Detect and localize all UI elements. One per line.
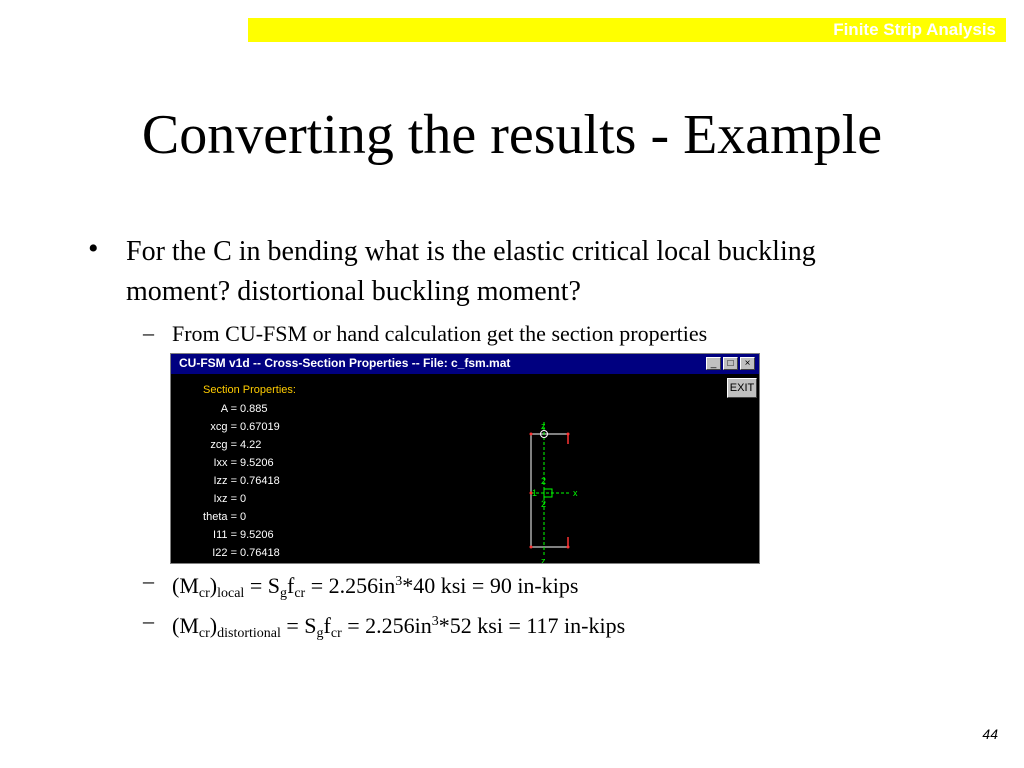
property-ixx: Ixx = 9.5206 — [213, 457, 274, 469]
bullet-marker: • — [88, 232, 99, 265]
maximize-button[interactable]: □ — [723, 357, 738, 370]
subbullet-distortional-moment: $(M_{cr})_{distortional} = S_gf_{cr} = 2.256in^3*52$ ksi = 117 in-kips — [172, 613, 626, 641]
dash-marker: – — [143, 608, 154, 633]
bullet-text: For the C in bending what is the elastic critical local buckling moment? distortional buckling moment? — [126, 236, 816, 307]
banner-text: Finite Strip Analysis — [833, 20, 996, 39]
axis-2-label-top: 2 — [541, 476, 547, 486]
slide-title: Converting the results - Example — [141, 104, 883, 166]
window-title: CU-FSM v1d -- Cross-Section Properties -- File: c_fsm.mat — [179, 356, 511, 370]
property-xcg: xcg = 0.67019 — [210, 421, 280, 433]
close-button[interactable]: × — [740, 357, 755, 370]
property-i22: I22 = 0.76418 — [212, 547, 280, 559]
dash-marker: – — [143, 568, 154, 593]
window-titlebar — [171, 354, 759, 374]
axis-2-label-bottom: 2 — [541, 499, 547, 509]
exit-button[interactable]: EXIT — [727, 378, 757, 398]
x-axis-label: x — [573, 488, 578, 498]
subbullet-local-moment: $(M_{cr})_{local} = S_gf_{cr} = 2.256in^3*40$ ksi = 90 in-kips — [172, 573, 579, 601]
property-a: A = 0.885 — [220, 403, 268, 415]
section-properties-heading: Section Properties: — [203, 384, 296, 396]
property-zcg: zcg = 4.22 — [210, 439, 262, 451]
property-theta: theta = 0 — [203, 511, 247, 523]
property-i11: I11 = 9.5206 — [213, 529, 274, 541]
dash-marker: – — [143, 320, 154, 345]
minimize-button[interactable]: _ — [706, 357, 721, 370]
cufsm-window — [170, 353, 760, 564]
axis-1-label: 1 — [532, 488, 538, 498]
header-banner — [248, 18, 1006, 42]
cross-section-plot — [511, 414, 601, 564]
page-number: 44 — [982, 726, 998, 742]
z-axis-label-top: z — [541, 421, 546, 431]
subbullet-section-properties: From CU-FSM or hand calculation get the section properties — [172, 321, 708, 346]
z-axis-label-bottom: z — [541, 556, 546, 564]
property-izz: Izz = 0.76418 — [213, 475, 280, 487]
property-ixz: Ixz = 0 — [213, 493, 247, 505]
